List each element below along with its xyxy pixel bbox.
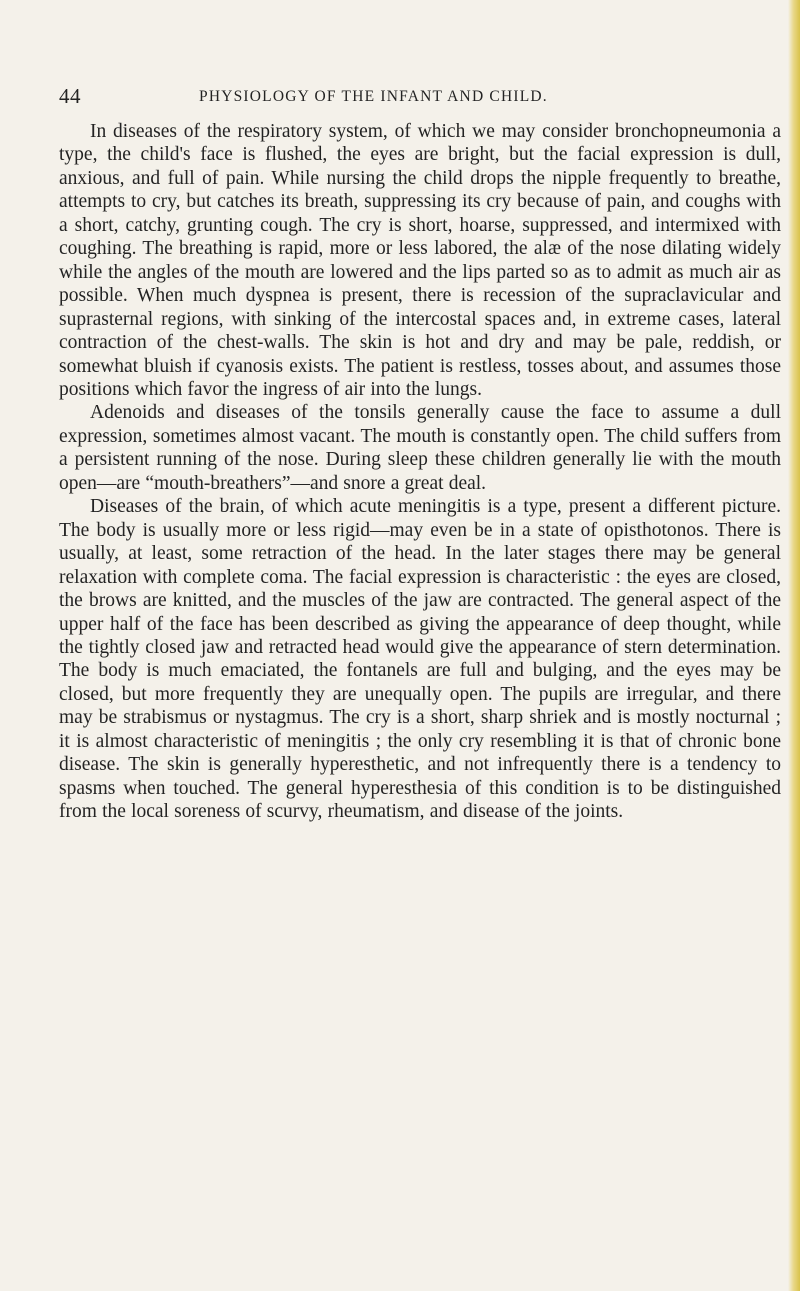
running-title: PHYSIOLOGY OF THE INFANT AND CHILD. bbox=[199, 88, 548, 105]
page-number: 44 bbox=[59, 84, 81, 108]
page-header bbox=[59, 84, 619, 108]
page-edge bbox=[788, 0, 800, 1291]
paragraph-adenoids: Adenoids and diseases of the tonsils generally cause the face to assume a dull expression, sometimes almost vacant. The mouth is constantly open. The child suffers from a persistent running of the nose. During sleep these children generally lie with the mouth open—are “mouth-breathers”—and snore a great deal. bbox=[59, 402, 781, 494]
paragraph-respiratory: In diseases of the respiratory system, of which we may consider bronchopneumonia a type, the child's face is flushed, the eyes are bright, but the facial expression is dull, anxious, and full of pain. While nursing the child drops the nipple frequently to breathe, attempts to cry, but catches its breath, suppressing its cry because of pain, and coughs with a short, catchy, grunting cough. The cry is short, hoarse, suppressed, and intermixed with coughing. The breathing is rapid, more or less labored, the alæ of the nose dilating widely while the angles of the mouth are lowered and the lips parted so as to admit as much air as possible. When much dyspnea is present, there is recession of the supraclavicular and suprasternal regions, with sinking of the intercostal spaces and, in extreme cases, lateral contraction of the chest-walls. The skin is hot and dry and may be pale, reddish, or somewhat bluish if cyanosis exists. The patient is restless, tosses about, and assumes those positions which favor the ingress of air into the lungs. bbox=[59, 121, 781, 400]
body-text bbox=[59, 120, 781, 824]
paragraph-brain: Diseases of the brain, of which acute meningitis is a type, present a different picture. The body is usually more or less rigid—may even be in a state of opisthotonos. There is usually, at least, some retraction of the head. In the later stages there may be general relaxation with complete coma. The facial expression is characteristic : the eyes are closed, the brows are knitted, and the muscles of the jaw are contracted. The general aspect of the upper half of the face has been described as giving the appearance of deep thought, while the tightly closed jaw and retracted head would give the appearance of stern determination. The body is much emaciated, the fontanels are full and bulging, and the eyes may be closed, but more frequently they are unequally open. The pupils are irregular, and there may be strabismus or nystagmus. The cry is a short, sharp shriek and is mostly nocturnal ; it is almost characteristic of meningitis ; the only cry resembling it is that of chronic bone disease. The skin is generally hyperesthetic, and not infrequently there is a tendency to spasms when touched. The general hyperesthesia of this condition is to be distinguished from the local soreness of scurvy, rheumatism, and disease of the joints. bbox=[59, 496, 781, 823]
